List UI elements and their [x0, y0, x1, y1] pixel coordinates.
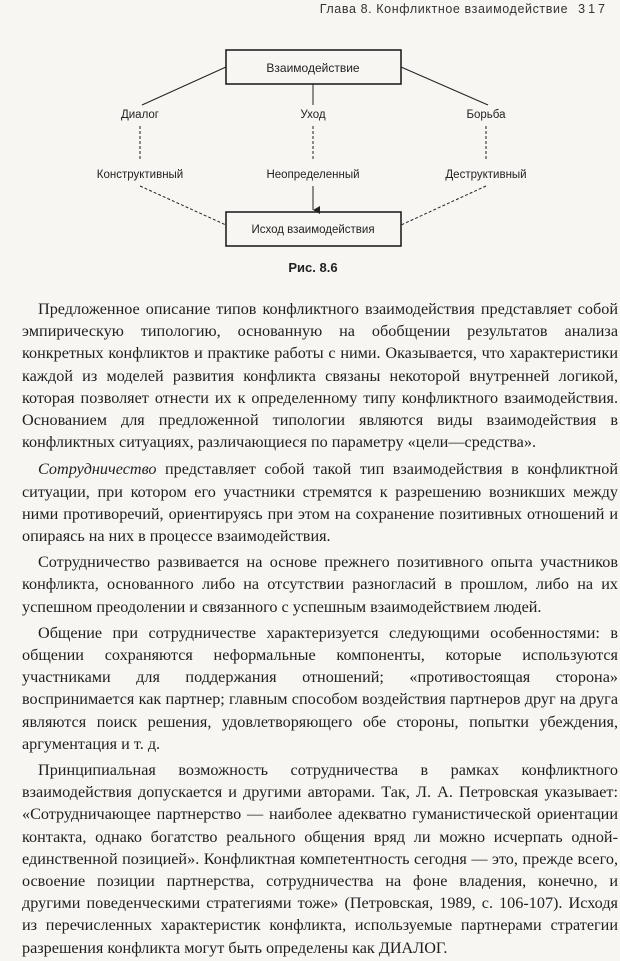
bottom-box-label: Исход взаимодействия — [251, 224, 375, 236]
outcome-undefined: Неопределенный — [266, 169, 360, 181]
connector-left — [142, 67, 226, 105]
outcome-constructive: Конструктивный — [96, 169, 184, 181]
connector-right — [401, 67, 488, 105]
type-withdrawal: Уход — [300, 109, 326, 121]
paragraph-1: Предложенное описание типов конфликтного взаимодействия представляет собой эмпирическую типологию, основанную на обобщении результатов анализа конкретных конфликтов и практике работы с ними. Оказывается, что характеристики каждой из моделей развития конфликта связаны некоторой внутренней логикой, которая позволяет отнести их к определенному типу конфликтного взаимодействия. Основанием для предложенной типологии являются виды взаимодействия в конфликтных ситуациях, различающиеся по параметру «цели—средства». — [22, 300, 618, 452]
chapter-title: Глава 8. Конфликтное взаимодействие — [319, 2, 569, 16]
paragraph-2-text: представляет собой такой тип взаимодействия в конфликтной ситуации, при котором его участники стремятся к разрешению возникших между ними противоречий, ориентируясь при этом на сохранение позитивных отношений и опираясь на них в процессе взаимодействия. — [22, 460, 618, 546]
figure-diagram — [0, 0, 620, 290]
body-text — [22, 298, 618, 961]
paragraph-4: Общение при сотрудничестве характеризуется следующими особенностями: в общении сохраняются неформальные компоненты, которые используются участниками для поддержания отношений; «противостоящая сторона» воспринимается как партнер; главным способом воздействия партнеров друг на друга являются поиск решения, удовлетворяющего обе стороны, попытки убеждения, аргументация и т. д. — [22, 623, 618, 753]
paragraph-3: Сотрудничество развивается на основе прежнего позитивного опыта участников конфликта, основанного либо на отсутствии разногласий в прошлом, либо на их успешном преодолении и связанного с успешным взаимодействием людей. — [22, 553, 618, 616]
outcome-destructive: Деструктивный — [445, 169, 527, 181]
paragraph-5: Принципиальная возможность сотрудничества в рамках конфликтного взаимодействия допускается и другими авторами. Так, Л. А. Петровская указывает: «Сотрудничающее партнерство — наиболее адекватно гуманистической ориентации контакта, однако богатство реального общения вряд ли можно исчерпать одной-единственной позицией». Конфликтная компетентность сегодня — это, прежде всего, освоение позиции партнерства, сотрудничества на фоне владения, конечно, и другими поведенческими стратегиями тоже» (Петровская, 1989, с. 106-107). Исходя из перечисленных характеристик конфликта, используемые партнерами стратегии разрешения конфликта могут быть определены как ДИАЛОГ. — [22, 761, 618, 957]
dashed-converge-right — [401, 186, 486, 225]
type-dialog: Диалог — [120, 109, 160, 121]
top-box-label: Взаимодействие — [266, 61, 360, 75]
paragraph-2 — [22, 458, 618, 547]
figure-caption: Рис. 8.6 — [288, 260, 338, 275]
page-number: 317 — [578, 2, 608, 16]
dashed-converge-left — [140, 186, 226, 225]
term-cooperation: Сотрудничество — [38, 460, 157, 479]
type-struggle: Борьба — [466, 109, 506, 121]
